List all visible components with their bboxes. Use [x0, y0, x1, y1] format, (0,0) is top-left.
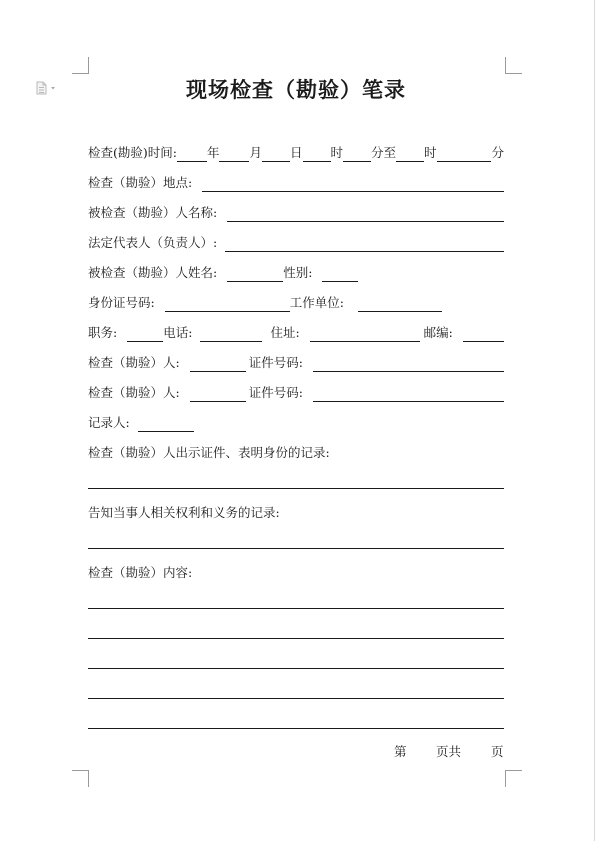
month-label: 月 — [249, 145, 262, 160]
position-field[interactable] — [127, 325, 163, 342]
cert-label: 证件号码: — [248, 385, 303, 400]
address-label: 住址: — [270, 325, 300, 340]
inspected-name-label: 被检查（勘验）人名称: — [88, 205, 218, 220]
cert-label: 证件号码: — [248, 355, 303, 370]
margin-corner-top-left — [72, 57, 89, 74]
content-line[interactable] — [88, 698, 504, 699]
phone-field[interactable] — [200, 325, 262, 342]
recorder-label: 记录人: — [88, 415, 130, 430]
id-label: 身份证号码: — [88, 295, 155, 310]
page-suffix: 页 — [491, 744, 504, 759]
inspector-row-2 — [88, 382, 504, 402]
id-row — [88, 292, 504, 312]
minute-to-label: 分至 — [371, 145, 397, 160]
inspected-name-row — [88, 202, 504, 222]
hour-field[interactable] — [303, 145, 331, 162]
legal-rep-field[interactable] — [225, 235, 504, 252]
phone-label: 电话: — [163, 325, 193, 340]
person-name-field[interactable] — [227, 265, 283, 282]
day-label: 日 — [290, 145, 303, 160]
document-title: 现场检查（勘验）笔录 — [186, 77, 406, 102]
credentials-label: 检查（勘验）人出示证件、表明身份的记录: — [88, 445, 330, 460]
inspector-label: 检查（勘验）人: — [88, 385, 180, 400]
minute-field[interactable] — [343, 145, 371, 162]
inspected-person-row — [88, 262, 504, 282]
content-line[interactable] — [88, 728, 504, 729]
cert-number-field[interactable] — [313, 385, 504, 402]
inspector-field[interactable] — [190, 385, 246, 402]
inspector-field[interactable] — [190, 355, 246, 372]
postcode-label: 邮编: — [423, 325, 453, 340]
year-label: 年 — [206, 145, 220, 160]
inspector-label: 检查（勘验）人: — [88, 355, 180, 370]
margin-corner-bottom-left — [72, 770, 89, 787]
credentials-row — [88, 442, 504, 462]
end-hour-label: 时 — [424, 145, 437, 160]
inspector-row-1 — [88, 352, 504, 372]
location-row — [88, 172, 504, 192]
content-label: 检查（勘验）内容: — [88, 565, 193, 580]
margin-corner-bottom-right — [505, 770, 522, 787]
day-field[interactable] — [262, 145, 290, 162]
location-label: 检查（勘验）地点: — [88, 175, 193, 190]
content-line[interactable] — [88, 638, 504, 639]
credentials-line[interactable] — [88, 488, 504, 489]
inspected-name-field[interactable] — [227, 205, 504, 222]
inspection-time-row — [88, 142, 504, 162]
content-row — [88, 562, 504, 582]
id-number-field[interactable] — [165, 295, 290, 312]
cert-number-field[interactable] — [313, 355, 504, 372]
postcode-field[interactable] — [463, 325, 504, 342]
hour-label: 时 — [330, 145, 344, 160]
legal-rep-row — [88, 232, 504, 252]
recorder-row — [88, 412, 504, 432]
margin-corner-top-right — [505, 57, 522, 74]
position-label: 职务: — [88, 325, 118, 340]
end-minute-field[interactable] — [437, 145, 492, 162]
end-minute-label: 分 — [491, 145, 504, 160]
recorder-field[interactable] — [138, 415, 194, 432]
employer-field[interactable] — [358, 295, 442, 312]
location-field[interactable] — [202, 175, 504, 192]
end-hour-field[interactable] — [396, 145, 424, 162]
gender-label: 性别: — [283, 265, 313, 280]
employer-label: 工作单位: — [289, 295, 344, 310]
year-field[interactable] — [177, 145, 207, 162]
person-name-label: 被检查（勘验）人姓名: — [88, 265, 218, 280]
legal-rep-label: 法定代表人（负责人）: — [88, 235, 218, 250]
content-line[interactable] — [88, 668, 504, 669]
month-field[interactable] — [219, 145, 249, 162]
gender-field[interactable] — [322, 265, 358, 282]
page-total-label: 页共 — [436, 744, 462, 759]
rights-line[interactable] — [88, 548, 504, 549]
address-field[interactable] — [310, 325, 420, 342]
paste-options-icon[interactable] — [36, 80, 58, 94]
position-row — [88, 322, 504, 342]
page-number-prefix: 第 — [394, 744, 407, 759]
rights-label: 告知当事人相关权利和义务的记录: — [88, 505, 280, 520]
time-label: 检查(勘验)时间: — [88, 145, 177, 160]
content-line[interactable] — [88, 608, 504, 609]
rights-row — [88, 502, 504, 522]
